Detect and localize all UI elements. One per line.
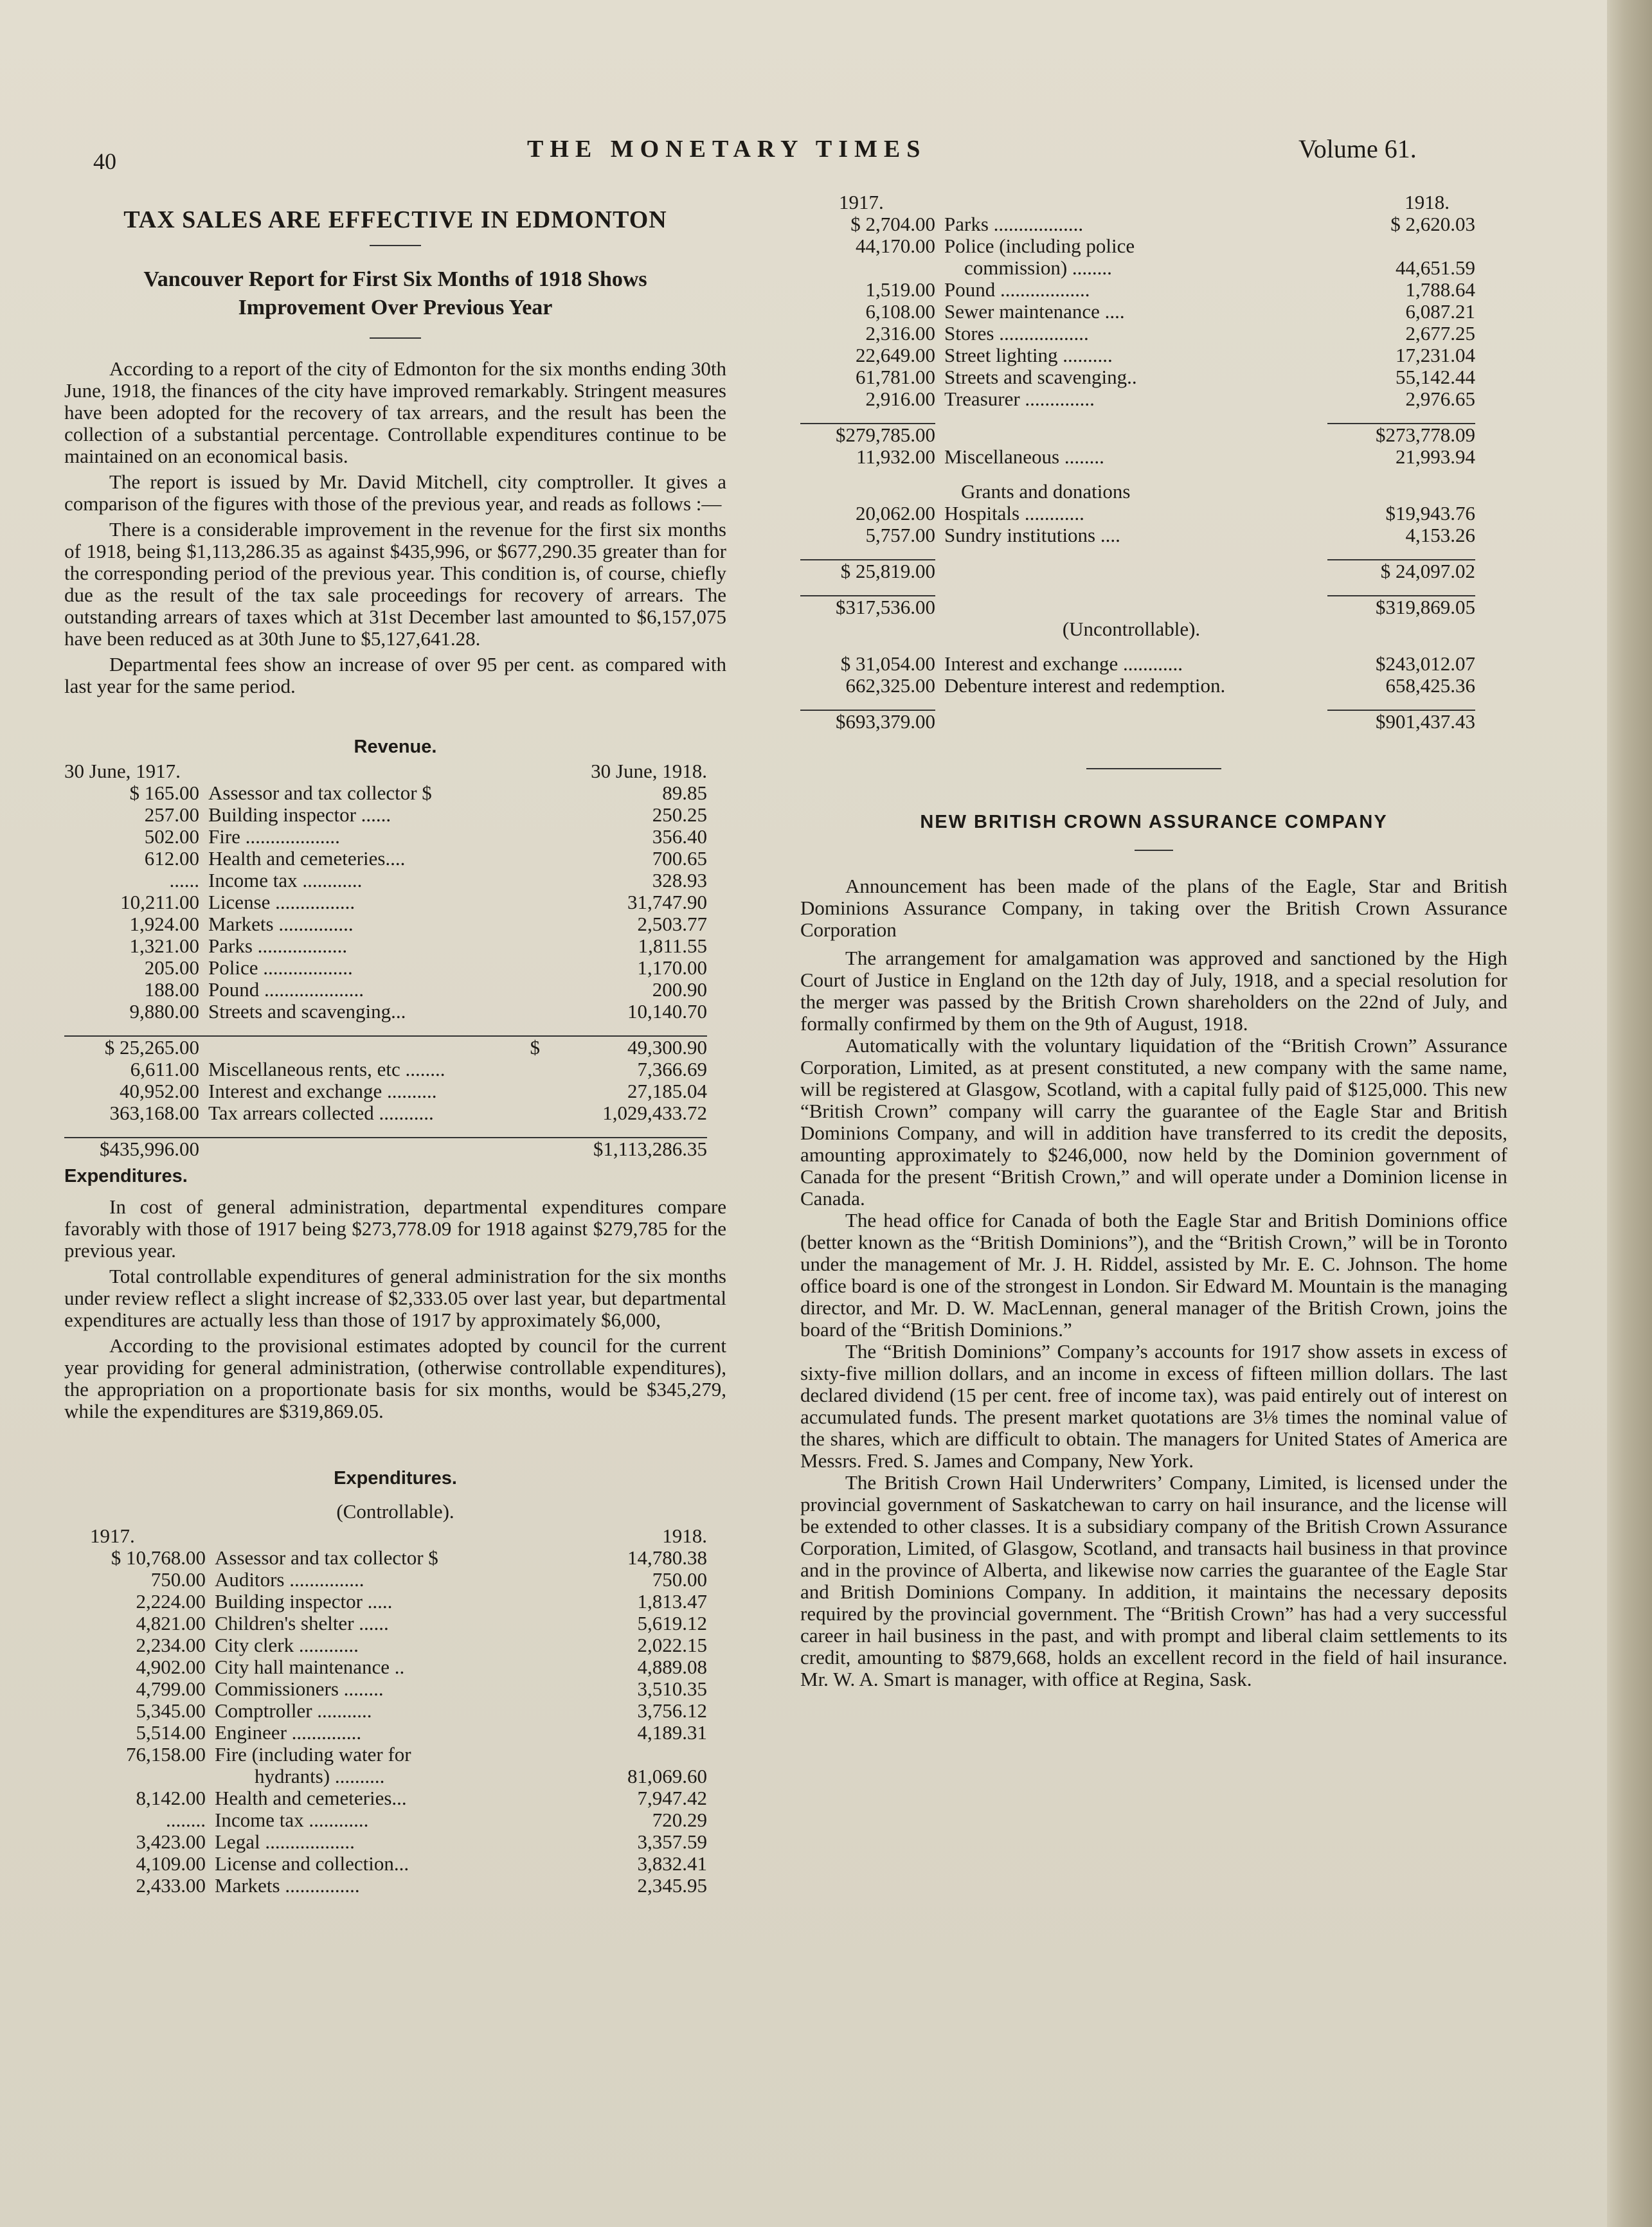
- divider: [1135, 850, 1173, 851]
- row-label: Police ..................: [208, 956, 353, 979]
- table-row: [800, 618, 1475, 640]
- article2-paragraph: The arrangement for amalgamation was approved and sanctioned by the High Court of Justice in England on the 12th day of July, 1918, and a special resolution for the merger was passed by the British Crown shareholders on the 22nd of July, and formally confirmed by them on the 9th of August, 1918.: [800, 947, 1507, 1035]
- revenue-table: [64, 760, 707, 1160]
- table-header-row: [64, 760, 707, 782]
- row-label: commission) ........: [944, 256, 1112, 279]
- value-1917: 188.00: [144, 978, 199, 1001]
- value-1917: 4,902.00: [136, 1656, 206, 1678]
- row-label: Interest and exchange ..........: [208, 1080, 437, 1102]
- table-row: [64, 1138, 707, 1160]
- table-row: [64, 1809, 707, 1831]
- expenditures-table: [64, 1525, 707, 1897]
- value-1917: [800, 257, 935, 279]
- volume-label: Volume 61.: [1298, 134, 1417, 163]
- table-row: [64, 826, 707, 848]
- row-label: Pound ....................: [208, 978, 364, 1001]
- row-label: Comptroller ...........: [215, 1699, 372, 1722]
- table-row: [800, 366, 1475, 388]
- row-label: Markets ...............: [215, 1874, 360, 1897]
- table-row: [64, 1036, 707, 1059]
- column-head: 30 June, 1918.: [591, 760, 707, 782]
- table-row: [64, 782, 707, 804]
- value-1918: 1,029,433.72: [602, 1102, 707, 1124]
- value-1918: 55,142.44: [1396, 366, 1475, 388]
- value-1917: 76,158.00: [126, 1743, 206, 1766]
- article2-headline: NEW BRITISH CROWN ASSURANCE COMPANY: [920, 812, 1388, 832]
- value-1918: 2,503.77: [637, 913, 707, 935]
- expend-table-heading: Expenditures.: [334, 1468, 457, 1489]
- value-1917: 5,345.00: [136, 1699, 206, 1722]
- value-1918: 27,185.04: [627, 1080, 707, 1102]
- article1-headline: TAX SALES ARE EFFECTIVE IN EDMONTON: [123, 206, 667, 233]
- row-label: Pound ..................: [944, 278, 1090, 301]
- row-label: Building inspector ......: [208, 803, 391, 826]
- value-1918: 250.25: [652, 803, 707, 826]
- row-label: Fire ...................: [208, 825, 340, 848]
- table-row: [64, 1059, 707, 1080]
- article1-paragraph: Total controllable expenditures of general administration for the six months under review reflect a slight increase of $2,333.05 over last year, but departmental expenditures are actually less than those of 1917 by approximately $6,000,: [64, 1265, 726, 1331]
- article2-paragraph: Announcement has been made of the plans of the Eagle, Star and British Dominions Assurance Company, in taking over the British Crown Assurance Corporation: [800, 875, 1507, 941]
- row-label: Assessor and tax collector $: [208, 782, 432, 804]
- table-row: [64, 1569, 707, 1591]
- article1-paragraph: According to a report of the city of Edmonton for the six months ending 30th June, 1918, the finances of the city have improved remarkably. Stringent measures have been adopted for the recovery of tax arrears, and the result has been the collection of a substantial percentage. Controllable expenditures continue to be maintained on an economical basis.: [64, 357, 726, 467]
- value-1917: 4,821.00: [136, 1612, 206, 1634]
- value-1918: $243,012.07: [1376, 652, 1475, 675]
- table-row: [64, 870, 707, 891]
- value-1917: 612.00: [144, 847, 199, 870]
- article1-paragraph: According to the provisional estimates adopted by council for the current year providing for general administration, (otherwise controllable expenditures), the appropriation on a proportionate basis for six months, would be $345,279, while the expenditures are $319,869.05.: [64, 1334, 726, 1422]
- value-1917: 4,109.00: [136, 1852, 206, 1875]
- row-label: Commissioners ........: [215, 1677, 384, 1700]
- value-1917: ........: [166, 1809, 206, 1831]
- value-1918: [566, 1744, 707, 1766]
- value-1917: 11,932.00: [856, 445, 935, 468]
- table-row: [64, 1853, 707, 1875]
- table-row: [800, 424, 1475, 446]
- total-1917: $435,996.00: [64, 1138, 199, 1160]
- table-row: [64, 1080, 707, 1102]
- row-label: Hospitals ............: [944, 502, 1084, 524]
- grants-total-1918: $ 24,097.02: [1327, 560, 1475, 582]
- value-1917: 22,649.00: [856, 344, 935, 366]
- value-1917: 662,325.00: [845, 674, 935, 697]
- value-1917: 1,519.00: [865, 278, 935, 301]
- expenditures-heading: Expenditures.: [64, 1166, 188, 1186]
- value-1918: 4,153.26: [1405, 524, 1475, 546]
- table-row: [64, 1744, 707, 1766]
- value-1918: 89.85: [662, 782, 707, 804]
- value-1918: 81,069.60: [627, 1765, 707, 1787]
- divider: [1086, 768, 1221, 769]
- value-1918: 4,889.08: [637, 1656, 707, 1678]
- row-label: Streets and scavenging..: [944, 366, 1137, 388]
- value-1917: 257.00: [144, 803, 199, 826]
- table-row: [800, 257, 1475, 279]
- row-label: Markets ...............: [208, 913, 354, 935]
- article1-subhead: Vancouver Report for First Six Months of 1918 Shows Improvement Over Previous Year: [143, 267, 647, 319]
- divider: [370, 245, 421, 246]
- grants-heading: Grants and donations: [961, 480, 1131, 503]
- table-row: [800, 388, 1475, 410]
- value-1917: 61,781.00: [856, 366, 935, 388]
- page-number: 40: [93, 148, 116, 174]
- value-1917: 2,224.00: [136, 1590, 206, 1613]
- value-1918: 1,811.55: [638, 935, 707, 957]
- revenue-heading: Revenue.: [354, 737, 437, 757]
- table-row: [64, 804, 707, 826]
- value-1918: 2,022.15: [637, 1634, 707, 1656]
- row-label: Parks ..................: [944, 213, 1084, 235]
- row-label: Sundry institutions ....: [944, 524, 1120, 546]
- row-label: Auditors ...............: [215, 1568, 364, 1591]
- value-1917: 2,433.00: [136, 1874, 206, 1897]
- masthead: THE MONETARY TIMES: [527, 136, 927, 163]
- expend-table-subheading: (Controllable).: [336, 1500, 454, 1523]
- article1-paragraph: The report is issued by Mr. David Mitchell, city comptroller. It gives a comparison of the figures with those of the previous year, and reads as follows :—: [64, 470, 726, 515]
- value-1918: 750.00: [652, 1568, 707, 1591]
- column-head: 1918.: [662, 1525, 707, 1547]
- value-1917: 40,952.00: [120, 1080, 199, 1102]
- table-row: [64, 1700, 707, 1722]
- row-label: Legal ..................: [215, 1830, 355, 1853]
- value-1918: 21,993.94: [1396, 445, 1475, 468]
- value-1918: 4,189.31: [637, 1721, 707, 1744]
- value-1917: 8,142.00: [136, 1787, 206, 1809]
- value-1917: 1,924.00: [129, 913, 199, 935]
- value-1918: 658,425.36: [1385, 674, 1475, 697]
- value-1918: 2,976.65: [1405, 388, 1475, 410]
- table-row: [64, 1634, 707, 1656]
- value-1917: 750.00: [150, 1568, 206, 1591]
- table-row: [800, 596, 1475, 618]
- row-label: Tax arrears collected ...........: [208, 1102, 434, 1124]
- article1-paragraph: There is a considerable improvement in the revenue for the first six months of 1918, being $1,113,286.35 as against $435,996, or $677,290.35 greater than for the corresponding period of the previous year. This condition is, of course, chiefly due as the result of the tax sale proceedings for recovery of arrears. The outstanding arrears of taxes which at 31st December last amounted to $6,157,075 have been reduced as at 30th June to $5,127,641.28.: [64, 518, 726, 650]
- value-1918: 720.29: [652, 1809, 707, 1831]
- table-row: [800, 503, 1475, 524]
- table-row: [64, 979, 707, 1001]
- row-label: City clerk ............: [215, 1634, 359, 1656]
- page-header: [0, 129, 1607, 174]
- row-label: Street lighting ..........: [944, 344, 1113, 366]
- table-row: [64, 935, 707, 957]
- total-1918: $1,113,286.35: [559, 1138, 707, 1160]
- value-1918: 6,087.21: [1405, 300, 1475, 323]
- value-1918: 44,651.59: [1396, 256, 1475, 279]
- table-row: [800, 481, 1475, 503]
- left-column: [64, 206, 726, 1897]
- table-row: [800, 323, 1475, 344]
- value-1918: 3,756.12: [637, 1699, 707, 1722]
- value-1918: 1,788.64: [1405, 278, 1475, 301]
- row-label: Fire (including water for: [215, 1743, 411, 1766]
- table-row: [64, 891, 707, 913]
- value-1917: 3,423.00: [136, 1830, 206, 1853]
- row-label: Sewer maintenance ....: [944, 300, 1125, 323]
- value-1918: 31,747.90: [627, 891, 707, 913]
- value-1918: 17,231.04: [1396, 344, 1475, 366]
- grand-total-1918: $901,437.43: [1327, 710, 1475, 733]
- table-row: [800, 524, 1475, 546]
- row-label: Debenture interest and redemption.: [944, 674, 1226, 697]
- value-1917: 502.00: [144, 825, 199, 848]
- value-1918: 1,170.00: [637, 956, 707, 979]
- grand-total-1917: $693,379.00: [800, 710, 935, 733]
- value-1918: 7,366.69: [637, 1058, 707, 1080]
- table-row: [800, 301, 1475, 323]
- value-1918: 5,619.12: [637, 1612, 707, 1634]
- value-1917: 9,880.00: [129, 1000, 199, 1023]
- value-1917: 10,211.00: [120, 891, 199, 913]
- row-label: Income tax ............: [208, 869, 363, 891]
- subtotal-1917: $ 25,265.00: [64, 1036, 199, 1059]
- value-1918: 328.93: [652, 869, 707, 891]
- value-1917: $ 10,768.00: [111, 1546, 206, 1569]
- value-1917: ......: [169, 869, 199, 891]
- value-1918: 14,780.38: [627, 1546, 707, 1569]
- table-row: [64, 1591, 707, 1613]
- value-1917: $ 31,054.00: [840, 652, 935, 675]
- table-row: [800, 235, 1475, 257]
- value-1917: 205.00: [144, 956, 199, 979]
- column-head: 1917.: [90, 1525, 135, 1547]
- table-row: [800, 213, 1475, 235]
- value-1918: [1327, 235, 1475, 257]
- table-row: [64, 1875, 707, 1897]
- table-row: [800, 675, 1475, 697]
- value-1917: 363,168.00: [109, 1102, 199, 1124]
- divider: [370, 337, 421, 339]
- value-1917: $ 165.00: [129, 782, 199, 804]
- row-label: Parks ..................: [208, 935, 348, 957]
- row-label: Streets and scavenging...: [208, 1000, 406, 1023]
- value-1917: 4,799.00: [136, 1677, 206, 1700]
- table-row: [64, 1656, 707, 1678]
- table-row: [800, 279, 1475, 301]
- value-1917: 6,611.00: [130, 1058, 199, 1080]
- row-label: Stores ..................: [944, 322, 1089, 344]
- right-column: [800, 192, 1507, 1690]
- article1-paragraph: Departmental fees show an increase of over 95 per cent. as compared with last year for the same period.: [64, 653, 726, 697]
- grants-total-1917: $ 25,819.00: [800, 560, 935, 582]
- table-row: [64, 1766, 707, 1787]
- table-row: [64, 913, 707, 935]
- row-label: License and collection...: [215, 1852, 409, 1875]
- value-1917: [64, 1766, 206, 1787]
- article2-paragraph: The “British Dominions” Company’s accounts for 1917 show assets in excess of sixty-five million dollars, and an income in excess of fifteen million dollars. The last declared dividend (15 per cent. free of income tax), was paid entirely out of interest on accumulated funds. The present market quotations are 3⅛ times the nominal value of the shares, which are difficult to obtain. The managers for United States of America are Messrs. Fred. S. James and Company, New York.: [800, 1340, 1507, 1472]
- value-1917: 44,170.00: [856, 235, 935, 257]
- row-label: Assessor and tax collector $: [215, 1546, 438, 1569]
- row-label: City hall maintenance ..: [215, 1656, 405, 1678]
- table-row: [64, 848, 707, 870]
- value-1918: 2,677.25: [1405, 322, 1475, 344]
- row-label: Miscellaneous ........: [944, 445, 1104, 468]
- table-row: [800, 344, 1475, 366]
- value-1917: 2,316.00: [865, 322, 935, 344]
- table-row: [64, 1102, 707, 1124]
- value-1918: $ 2,620.03: [1390, 213, 1475, 235]
- subtotal-1917: $279,785.00: [800, 424, 935, 446]
- subtotal-1918: $273,778.09: [1327, 424, 1475, 446]
- row-label: Interest and exchange ............: [944, 652, 1183, 675]
- row-label: Miscellaneous rents, etc ........: [208, 1058, 445, 1080]
- table-row: [64, 1001, 707, 1023]
- row-label: Health and cemeteries...: [215, 1787, 407, 1809]
- dollar-sign: $: [199, 1036, 559, 1059]
- table-row: [64, 1547, 707, 1569]
- article2-paragraph: Automatically with the voluntary liquidation of the “British Crown” Assurance Corporation, Limited, as at present constituted, a new company with the same name, will be registered at Glasgow, Scotland, with a capital fully paid of $125,000. This new “British Crown” company will carry the guarantee of the Eagle Star and British Dominions Company, and will in addition have transferred to its credit the deposits, amounting approximately to $246,000, now held by the Dominion government of Canada for the present “British Crown,” and will operate under a Dominion license in Canada.: [800, 1034, 1507, 1210]
- value-1918: 3,510.35: [637, 1677, 707, 1700]
- value-1917: $ 2,704.00: [850, 213, 935, 235]
- value-1918: $19,943.76: [1385, 502, 1475, 524]
- controllable-total-1918: $319,869.05: [1327, 596, 1475, 618]
- value-1918: 2,345.95: [637, 1874, 707, 1897]
- value-1917: 2,916.00: [865, 388, 935, 410]
- value-1917: 20,062.00: [856, 502, 935, 524]
- table-row: [64, 1831, 707, 1853]
- subtotal-1918: 49,300.90: [559, 1036, 707, 1059]
- value-1917: 1,321.00: [129, 935, 199, 957]
- column-head: 1917.: [839, 191, 884, 213]
- table-row: [64, 1613, 707, 1634]
- value-1917: 2,234.00: [136, 1634, 206, 1656]
- row-label: Engineer ..............: [215, 1721, 362, 1744]
- value-1918: 7,947.42: [637, 1787, 707, 1809]
- expenditures-continued-table: [800, 192, 1475, 733]
- page-edge: [1607, 0, 1652, 2227]
- row-label: hydrants) ..........: [215, 1765, 385, 1787]
- value-1917: 5,514.00: [136, 1721, 206, 1744]
- value-1917: 5,757.00: [865, 524, 935, 546]
- row-label: Building inspector .....: [215, 1590, 393, 1613]
- article2-paragraph: The head office for Canada of both the Eagle Star and British Dominions office (better known as the “British Dominions”), and the “British Crown,” will be in Toronto under the management of Mr. J. H. Riddel, assisted by Mr. E. C. Johnson. The home office board is one of the strongest in London. Sir Edward M. Mountain is the managing director, and Mr. D. W. MacLennan, general manager of the British Crown, joins the board of the “British Dominions.”: [800, 1209, 1507, 1341]
- table-row: [800, 710, 1475, 733]
- value-1918: 356.40: [652, 825, 707, 848]
- controllable-total-1917: $317,536.00: [800, 596, 935, 618]
- column-head: 1918.: [1405, 191, 1450, 213]
- value-1918: 200.90: [652, 978, 707, 1001]
- table-row: [64, 957, 707, 979]
- row-label: Police (including police: [944, 235, 1135, 257]
- row-label: Health and cemeteries....: [208, 847, 406, 870]
- table-row: [64, 1787, 707, 1809]
- table-header-row: [64, 1525, 707, 1547]
- article2-paragraph: The British Crown Hail Underwriters’ Company, Limited, is licensed under the provincial government of Saskatchewan to carry on hail insurance, and the license will be extended to other classes. It is a subsidiary company of the British Crown Assurance Corporation, Limited, of Glasgow, Scotland, and transacts hail business in that province and in the province of Alberta, and likewise now carries the guarantee of the Eagle Star and British Dominions Company. In addition, it maintains the necessary deposits required by the provincial government. The “British Crown” has had a very successful career in hail business in the past, and with prompt and liberal claim settlements to its credit, amounting to $879,668, holds an excellent record in the field of hail insurance. Mr. W. A. Smart is manager, with office at Regina, Sask.: [800, 1471, 1507, 1690]
- table-row: [800, 446, 1475, 468]
- table-row: [800, 653, 1475, 675]
- column-head: 30 June, 1917.: [64, 760, 181, 782]
- table-row: [64, 1722, 707, 1744]
- uncontrollable-heading: (Uncontrollable).: [1062, 618, 1201, 640]
- article1-paragraph: In cost of general administration, departmental expenditures compare favorably with those of 1917 being $273,778.09 for 1918 against $279,785 for the previous year.: [64, 1195, 726, 1262]
- row-label: Income tax ............: [215, 1809, 369, 1831]
- row-label: Treasurer ..............: [944, 388, 1095, 410]
- value-1918: 1,813.47: [637, 1590, 707, 1613]
- table-row: [800, 560, 1475, 582]
- value-1918: 3,832.41: [637, 1852, 707, 1875]
- row-label: Children's shelter ......: [215, 1612, 389, 1634]
- table-row: [64, 1678, 707, 1700]
- value-1918: 700.65: [652, 847, 707, 870]
- value-1917: 6,108.00: [865, 300, 935, 323]
- value-1918: 3,357.59: [637, 1830, 707, 1853]
- value-1918: 10,140.70: [627, 1000, 707, 1023]
- table-header-row: [800, 192, 1475, 213]
- row-label: License ................: [208, 891, 355, 913]
